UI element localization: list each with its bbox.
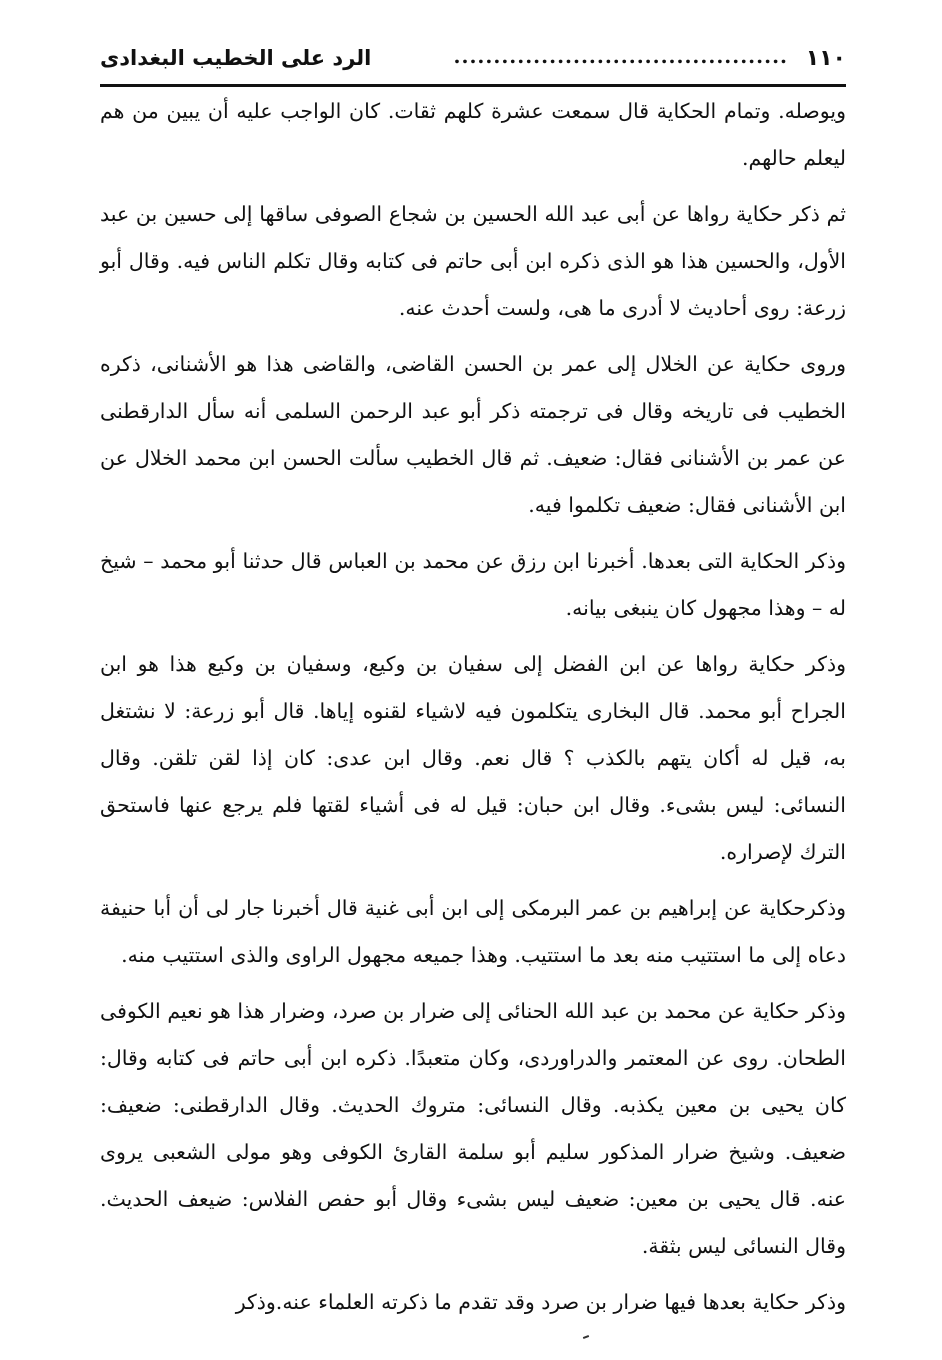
paragraph: وروى حكاية عن الخلال إلى عمر بن الحسن القاضى، والقاضى هذا هو الأشنانى، ذكره الخطيب فى تاريخه وقال فى ترجمته ذكر أبو عبد الرحمن السلمى أنه سأل الدارقطنى عن عمر بن الأشنانى فقال: ضعيف. ثم قال الخطيب سألت الحسن ابن محمد الخلال عن ابن الأشنانى فقال: ضعيف تكلموا فيه. (100, 352, 846, 517)
paragraph: وذكر حكاية بعدها فيها ضرار بن صرد وقد تقدم ما ذكرته العلماء عنه.وذكر (235, 1290, 846, 1314)
paragraph: وذكر الحكاية التى بعدها. أخبرنا ابن رزق عن محمد بن العباس قال حدثنا أبو محمد – شيخ له – وهذا مجهول كان ينبغى بيانه. (100, 549, 846, 620)
scan-speck (583, 1335, 589, 1339)
paragraph: ثم ذكر حكاية رواها عن أبى عبد الله الحسين بن شجاع الصوفى ساقها إلى حسين بن عبد الأول، والحسين هذا هو الذى ذكره ابن أبى حاتم فى كتابه وقال تكلم الناس فيه. وقال أبو زرعة: روى أحاديث لا أدرى ما هى، ولست أحدث عنه. (100, 202, 846, 320)
page-body (100, 88, 846, 1326)
page-header (100, 44, 846, 87)
page-number: ١١٠ (805, 46, 846, 71)
running-title: الرد على الخطيب البغدادى (100, 46, 377, 70)
paragraph: وذكرحكاية عن إبراهيم بن عمر البرمكى إلى ابن أبى غنية قال أخبرنا جار لى أن أبا حنيفة دعاه إلى ما استتيب منه بعد ما استتيب. وهذا جميعه مجهول الراوى والذى استتيب منه. (100, 896, 846, 967)
paragraph: ويوصله. وتمام الحكاية قال سمعت عشرة كلهم ثقات. كان الواجب عليه أن يبين من هم ليعلم حالهم. (100, 99, 846, 170)
paragraph: وذكر حكاية عن محمد بن عبد الله الحنائى إلى ضرار بن صرد، وضرار هذا هو نعيم الكوفى الطحان. روى عن المعتمر والدراوردى، وكان متعبدًا. ذكره ابن أبى حاتم فى كتابه وقال: كان يحيى بن معين يكذبه. وقال النسائى: متروك الحديث. وقال الدارقطنى: ضعيف: ضعيف. وشيخ ضرار المذكور سليم أبو سلمة القارئ الكوفى وهو مولى الشعبى يروى عنه. قال يحيى بن معين: ضعيف ليس بشىء وقال أبو حفص الفلاس: ضيعف الحديث. وقال النسائى ليس بثقة. (100, 999, 846, 1258)
header-leader-dots: .......................................... (453, 44, 788, 68)
paragraph: وذكر حكاية رواها عن ابن الفضل إلى سفيان بن وكيع، وسفيان بن وكيع هذا هو ابن الجراح أبو محمد. قال البخارى يتكلمون فيه لاشياء لقنوه إياها. قال أبو زرعة: لا نشتغل به، قيل له أكان يتهم بالكذب ؟ قال نعم. وقال ابن عدى: كان إذا لقن تلقن. وقال النسائى: ليس بشىء. وقال ابن حبان: قيل له فى أشياء لقتها فلم يرجع عنها فاستحق الترك لإصراره. (100, 652, 846, 864)
